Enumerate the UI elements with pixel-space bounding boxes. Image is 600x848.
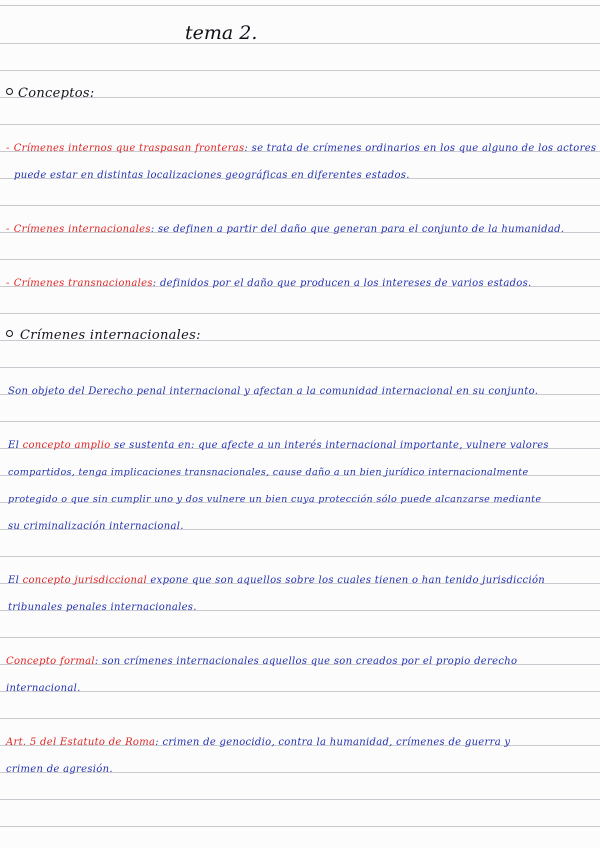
definition-line: tribunales penales internacionales. — [8, 602, 197, 613]
bullet-icon — [6, 330, 13, 337]
definition-line: : son crímenes internacionales aquellos que son creados por el propio derecho — [94, 656, 518, 667]
definition-line: compartidos, tenga implicaciones transnacionales, cause daño a un bien jurídico internacionalmente — [8, 467, 529, 478]
concept-item-crimenes-internacionales — [6, 216, 564, 243]
definition-line: protegido o que sin cumplir uno y dos vulnere un bien cuya protección sólo puede alcanzarse mediante — [8, 494, 542, 505]
dash-icon: - — [6, 278, 10, 289]
definition-line: : se trata de crímenes ordinarios en los que alguno de los actores — [244, 143, 597, 154]
term: Art. 5 del Estatuto de Roma — [6, 737, 156, 748]
concepto-amplio-paragraph — [8, 432, 549, 459]
section-intro: Son objeto del Derecho penal internacional y afectan a la comunidad internacional en su conjunto. — [8, 386, 539, 397]
dash-icon: - — [6, 224, 10, 235]
concepto-formal-paragraph — [6, 648, 517, 675]
definition-line: se sustenta en: que afecte a un interés internacional importante, vulnere valores — [110, 440, 549, 451]
term: concepto amplio — [22, 440, 111, 451]
section-heading-conceptos: Conceptos: — [18, 86, 95, 101]
term: Crímenes transnacionales — [13, 278, 153, 289]
definition-line: internacional. — [6, 683, 81, 694]
prefix: El — [8, 440, 23, 451]
concept-item-crimenes-transnacionales — [6, 270, 532, 297]
definition-line: : crimen de genocidio, contra la humanidad, crímenes de guerra y — [155, 737, 511, 748]
page-title: tema 2. — [185, 22, 258, 44]
definition-line: su criminalización internacional. — [8, 521, 184, 532]
dash-icon: - — [6, 143, 10, 154]
term: Crímenes internos que traspasan fronteras — [13, 143, 245, 154]
definition-line: puede estar en distintas localizaciones geográficas en diferentes estados. — [14, 170, 410, 181]
term: Crímenes internacionales — [13, 224, 151, 235]
definition-line: crimen de agresión. — [6, 764, 113, 775]
concepto-jurisdiccional-paragraph — [8, 567, 545, 594]
bullet-icon — [6, 88, 13, 95]
section-heading-crimenes-internacionales: Crímenes internacionales: — [20, 328, 201, 343]
prefix: El — [8, 575, 23, 586]
concept-item-crimenes-internos — [6, 135, 596, 162]
definition-line: expone que son aquellos sobre los cuales tienen o han tenido jurisdicción — [146, 575, 546, 586]
definition-line: : definidos por el daño que producen a los intereses de varios estados. — [152, 278, 532, 289]
term: concepto jurisdiccional — [22, 575, 147, 586]
art5-paragraph — [6, 729, 510, 756]
definition-line: : se definen a partir del daño que generan para el conjunto de la humanidad. — [150, 224, 565, 235]
term: Concepto formal — [6, 656, 95, 667]
